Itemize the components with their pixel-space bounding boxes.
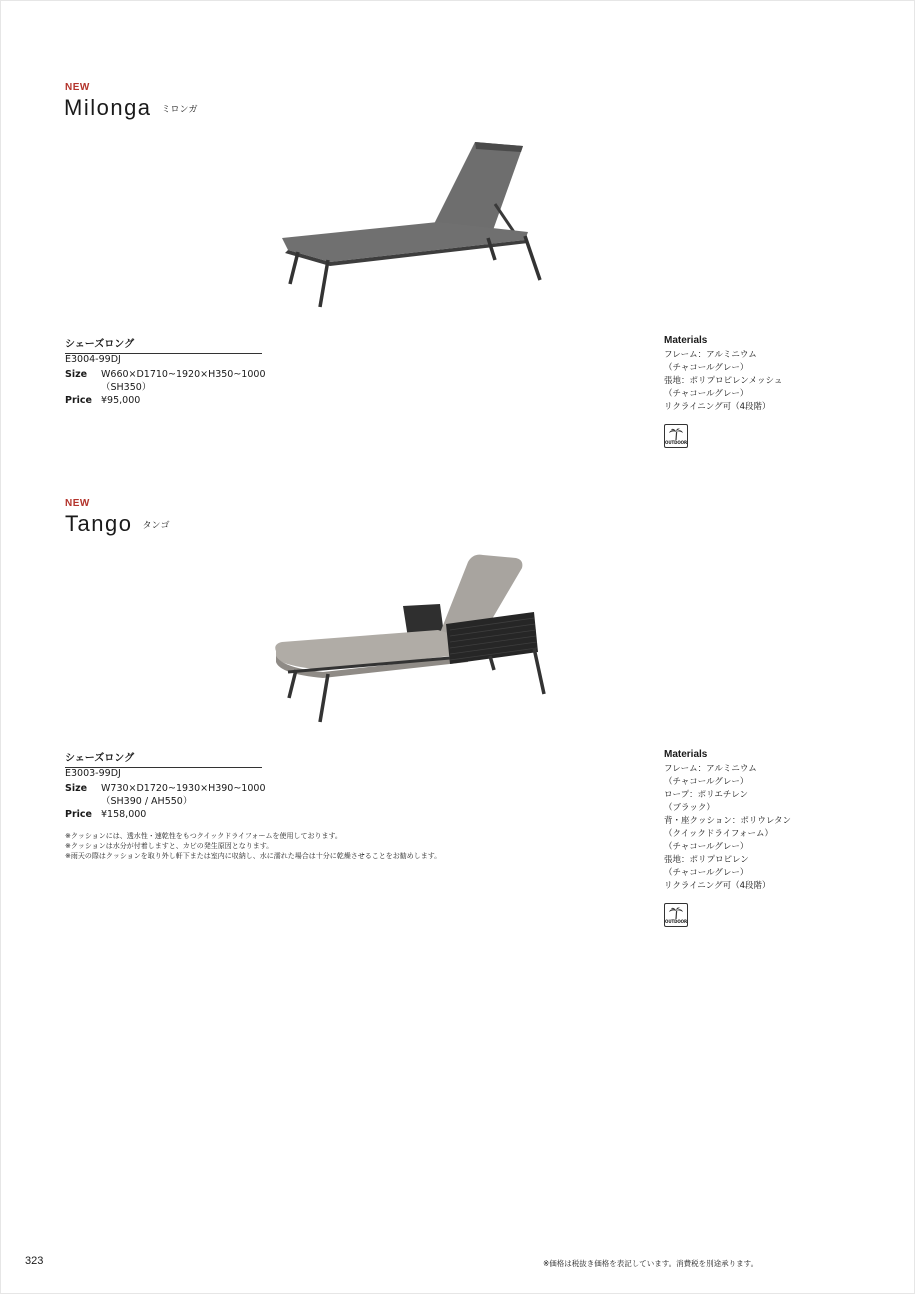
product-type: シェーズロング	[65, 335, 262, 354]
leg-front-right	[320, 260, 328, 307]
material-item: （ブラック）	[664, 803, 715, 813]
leg-back-right	[525, 236, 540, 280]
price-value: ¥95,000	[101, 395, 141, 406]
product-type: シェーズロング	[65, 749, 262, 768]
new-label: NEW	[65, 82, 90, 93]
product-name-kana: タンゴ	[142, 520, 170, 530]
material-item: リクライニング可（4段階）	[664, 402, 771, 412]
leg-back-left	[490, 656, 494, 670]
tango-lounger-image	[268, 548, 553, 728]
material-item: （チャコールグレー）	[664, 777, 749, 787]
product-specs	[65, 368, 266, 407]
milonga-lounger-image	[270, 132, 550, 314]
leg-front-right	[320, 674, 328, 722]
materials-title: Materials	[664, 335, 708, 346]
material-item: （チャコールグレー）	[664, 389, 749, 399]
size-line-2: （SH350）	[101, 382, 152, 393]
material-item: 張地：ポリプロピレン	[664, 855, 749, 865]
price-label: Price	[65, 809, 92, 820]
cushion-notes	[65, 831, 441, 861]
product-title	[65, 511, 169, 537]
product-specs	[65, 782, 266, 821]
price-value: ¥158,000	[101, 809, 147, 820]
materials-section	[664, 335, 782, 414]
size-label: Size	[65, 783, 88, 794]
material-item: （チャコールグレー）	[664, 868, 749, 878]
leg-back-right	[534, 648, 544, 694]
size-values	[101, 368, 266, 394]
note-line: ※クッションには、透水性・速乾性をもつクイックドライフォームを使用しております。	[65, 832, 342, 840]
backrest-mesh	[430, 142, 523, 233]
size-row	[65, 368, 266, 394]
note-line: ※雨天の際はクッションを取り外し軒下または室内に収納し、水に濡れた場合は十分に乾燥させることをお勧めします。	[65, 852, 442, 860]
materials-list	[664, 349, 782, 414]
new-label: NEW	[65, 498, 90, 509]
outdoor-badge	[664, 424, 688, 448]
material-item: 張地：ポリプロピレンメッシュ	[664, 376, 783, 386]
product-model: E3003-99DJ	[65, 768, 121, 779]
size-row	[65, 782, 266, 808]
material-item: （チャコールグレー）	[664, 363, 749, 373]
leg-front-left	[289, 670, 296, 698]
footer-note: ※価格は税抜き価格を表記しています。消費税を別途承ります。	[543, 1259, 759, 1268]
outdoor-badge	[664, 903, 688, 927]
materials-section	[664, 749, 791, 893]
material-item: （クイックドライフォーム）	[664, 829, 773, 839]
leg-front-left	[290, 252, 298, 284]
material-item: フレーム：アルミニウム	[664, 350, 757, 360]
palm-tree-icon	[668, 907, 684, 919]
price-row	[65, 808, 266, 821]
material-item: ロープ：ポリエチレン	[664, 790, 749, 800]
material-item: フレーム：アルミニウム	[664, 764, 757, 774]
size-values	[101, 782, 266, 808]
product-model: E3004-99DJ	[65, 354, 121, 365]
material-item: リクライニング可（4段階）	[664, 881, 771, 891]
product-title	[64, 95, 198, 121]
palm-tree-icon	[668, 428, 684, 440]
product-name-kana: ミロンガ	[161, 104, 198, 114]
size-line-1: W730×D1720~1930×H390~1000	[101, 783, 266, 794]
product-name: Milonga	[64, 95, 152, 120]
size-line-1: W660×D1710~1920×H350~1000	[101, 369, 266, 380]
materials-list	[664, 763, 791, 893]
product-name: Tango	[65, 511, 133, 536]
page-number: 323	[25, 1255, 44, 1267]
price-label: Price	[65, 395, 92, 406]
outdoor-badge-label: OUTDOOR	[665, 919, 687, 924]
materials-title: Materials	[664, 749, 708, 760]
material-item: 背・座クッション：ポリウレタン	[664, 816, 791, 826]
note-line: ※クッションは水分が付着しますと、カビの発生原因となります。	[65, 842, 274, 850]
size-label: Size	[65, 369, 88, 380]
size-line-2: （SH390 / AH550）	[101, 796, 193, 807]
material-item: （チャコールグレー）	[664, 842, 749, 852]
price-row	[65, 394, 266, 407]
outdoor-badge-label: OUTDOOR	[665, 440, 687, 445]
